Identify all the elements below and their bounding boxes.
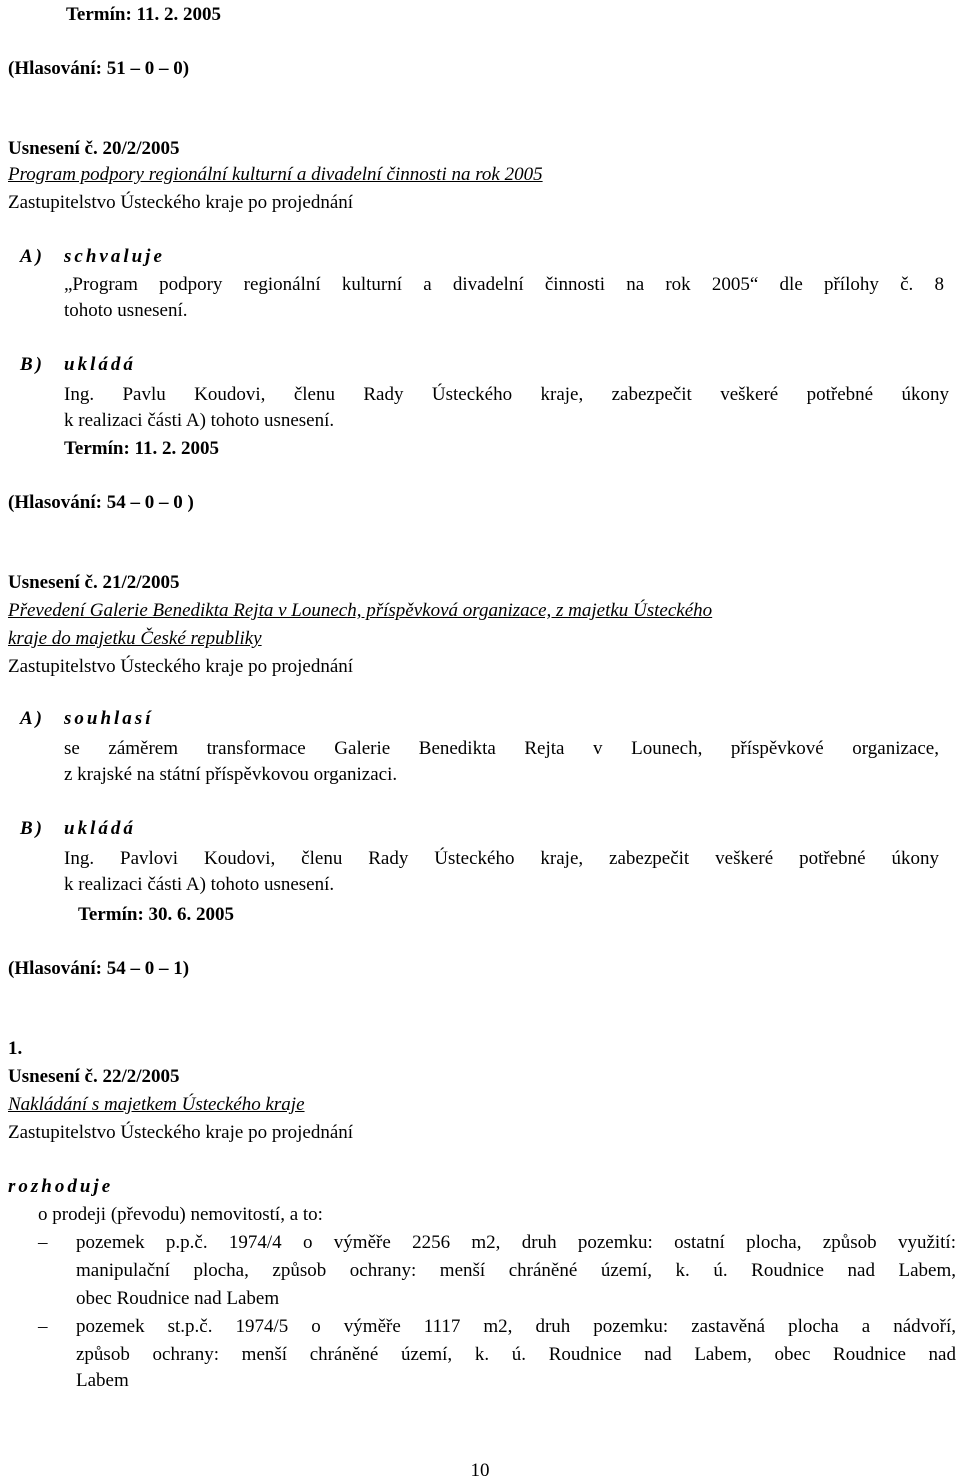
resolution-title: Program podpory regionální kulturní a divadelní činnosti na rok 2005 <box>8 164 543 185</box>
section-a-letter: A) <box>20 246 45 267</box>
section-b-text: k realizaci části A) tohoto usnesení. <box>64 410 335 431</box>
list-item: způsob ochrany: menší chráněné území, k. ú. Roudnice nad Labem, obec Roudnice nad <box>76 1344 956 1365</box>
decision-text: o prodeji (převodu) nemovitostí, a to: <box>38 1204 323 1225</box>
section-a-text: se záměrem transformace Galerie Benedikta Rejta v Lounech, příspěvkové organizace, <box>64 738 939 759</box>
resolution-intro: Zastupitelstvo Ústeckého kraje po projednání <box>8 656 354 677</box>
list-item: pozemek p.p.č. 1974/4 o výměře 2256 m2, druh pozemku: ostatní plocha, způsob využití: <box>76 1232 956 1253</box>
section-a-letter: A) <box>20 708 45 729</box>
list-item: pozemek st.p.č. 1974/5 o výměře 1117 m2, druh pozemku: zastavěná plocha a nádvoří, <box>76 1316 956 1337</box>
vote: (Hlasování: 54 – 0 – 0 ) <box>8 492 194 513</box>
section-a-verb: schvaluje <box>64 246 165 267</box>
section-a-verb: souhlasí <box>64 708 154 729</box>
item-number: 1. <box>8 1038 23 1059</box>
list-item: manipulační plocha, způsob ochrany: menší chráněné území, k. ú. Roudnice nad Labem, <box>76 1260 956 1281</box>
section-b-text: Ing. Pavlu Koudovi, členu Rady Ústeckého kraje, zabezpečit veškeré potřebné úkony <box>64 384 949 405</box>
list-bullet-dash: – <box>38 1232 48 1253</box>
section-b-verb: ukládá <box>64 354 136 375</box>
section-b-verb: ukládá <box>64 818 136 839</box>
section-a-text: z krajské na státní příspěvkovou organizaci. <box>64 764 398 785</box>
resolution-number: Usnesení č. 22/2/2005 <box>8 1066 180 1087</box>
termin-top: Termín: 11. 2. 2005 <box>66 4 221 25</box>
vote-top: (Hlasování: 51 – 0 – 0) <box>8 58 190 79</box>
section-b-letter: B) <box>20 818 45 839</box>
list-bullet-dash: – <box>38 1316 48 1337</box>
section-b-letter: B) <box>20 354 45 375</box>
resolution-title: Převedení Galerie Benedikta Rejta v Lounech, příspěvková organizace, z majetku Ústeckého <box>8 600 713 621</box>
section-b-text: Ing. Pavlovi Koudovi, členu Rady Ústeckého kraje, zabezpečit veškeré potřebné úkony <box>64 848 939 869</box>
list-item: obec Roudnice nad Labem <box>76 1288 280 1309</box>
section-a-text: „Program podpory regionální kulturní a divadelní činnosti na rok 2005“ dle přílohy č. 8 <box>64 274 944 295</box>
section-b-text: k realizaci části A) tohoto usnesení. <box>64 874 335 895</box>
resolution-intro: Zastupitelstvo Ústeckého kraje po projednání <box>8 1122 354 1143</box>
resolution-intro: Zastupitelstvo Ústeckého kraje po projednání <box>8 192 354 213</box>
page-number: 10 <box>470 1460 490 1481</box>
decision-verb: rozhoduje <box>8 1176 114 1197</box>
vote: (Hlasování: 54 – 0 – 1) <box>8 958 190 979</box>
resolution-number: Usnesení č. 20/2/2005 <box>8 138 180 159</box>
termin: Termín: 30. 6. 2005 <box>78 904 235 925</box>
resolution-title: kraje do majetku České republiky <box>8 628 262 649</box>
termin: Termín: 11. 2. 2005 <box>64 438 219 459</box>
list-item: Labem <box>76 1370 129 1391</box>
resolution-number: Usnesení č. 21/2/2005 <box>8 572 180 593</box>
resolution-title: Nakládání s majetkem Ústeckého kraje <box>8 1094 305 1115</box>
section-a-text: tohoto usnesení. <box>64 300 188 321</box>
